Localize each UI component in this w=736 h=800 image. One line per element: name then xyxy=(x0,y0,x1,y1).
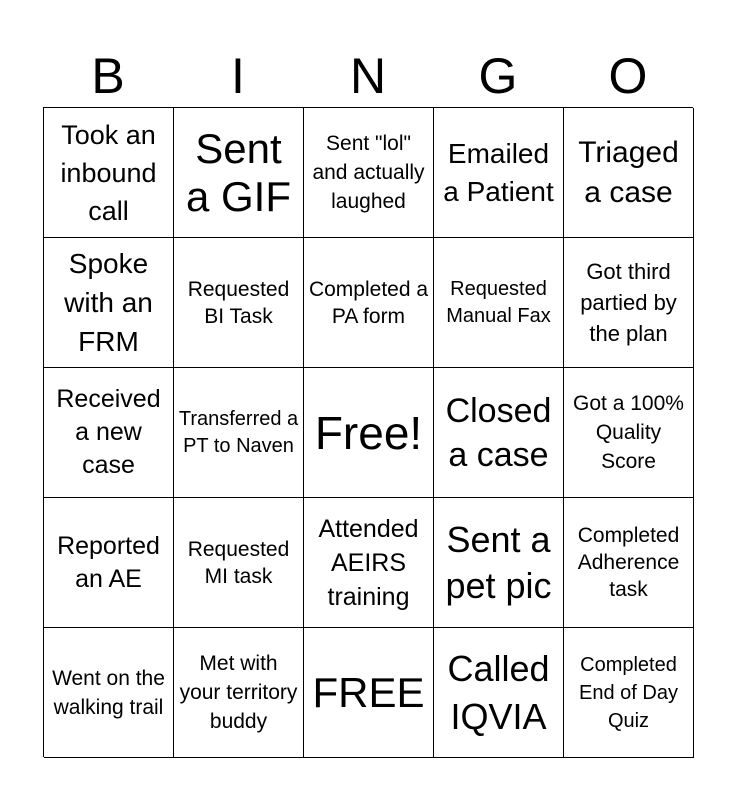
bingo-cell[interactable] xyxy=(44,238,174,368)
header-letter-o: O xyxy=(608,48,648,104)
header-letter-g: G xyxy=(478,48,518,104)
bingo-cell[interactable] xyxy=(304,628,434,758)
cell-label: Sent a pet pic xyxy=(445,518,552,606)
cell-label: Received a new case xyxy=(56,385,161,479)
bingo-cell[interactable] xyxy=(44,628,174,758)
bingo-cell[interactable] xyxy=(564,108,694,238)
bingo-cell[interactable] xyxy=(564,498,694,628)
header-letter-n: N xyxy=(349,48,387,104)
bingo-cell[interactable] xyxy=(434,108,564,238)
header-letter-b: B xyxy=(91,48,125,104)
bingo-cell[interactable] xyxy=(304,498,434,628)
cell-label: Emailed a Patient xyxy=(443,137,554,207)
cell-label: Requested Manual Fax xyxy=(446,277,551,327)
bingo-cell[interactable] xyxy=(434,498,564,628)
cell-label: Sent "lol" and actually laughed xyxy=(312,132,425,213)
cell-label: Requested BI Task xyxy=(187,277,290,328)
cell-label: Attended AEIRS training xyxy=(318,514,419,611)
bingo-cell[interactable] xyxy=(44,108,174,238)
bingo-cell[interactable] xyxy=(174,368,304,498)
cell-label: Went on the walking trail xyxy=(52,666,165,719)
cell-label: Completed a PA form xyxy=(308,277,429,328)
bingo-cell[interactable] xyxy=(304,108,434,238)
bingo-cell[interactable] xyxy=(44,498,174,628)
bingo-cell[interactable] xyxy=(564,368,694,498)
bingo-cell[interactable] xyxy=(174,498,304,628)
bingo-cell[interactable] xyxy=(44,368,174,498)
cell-label: Got a 100% Quality Score xyxy=(573,392,684,473)
bingo-cell[interactable] xyxy=(174,238,304,368)
cell-label: Transferred a PT to Naven xyxy=(178,407,299,457)
cell-label: Completed End of Day Quiz xyxy=(579,653,678,732)
cell-label: Closed a case xyxy=(445,391,552,474)
bingo-board xyxy=(43,107,693,757)
cell-label: Called IQVIA xyxy=(447,647,550,737)
header-letter-i: I xyxy=(231,48,245,104)
bingo-header xyxy=(43,46,693,106)
bingo-cell[interactable] xyxy=(564,238,694,368)
cell-label: Reported an AE xyxy=(57,531,160,593)
cell-label: Requested MI task xyxy=(187,537,290,588)
cell-label: Got third partied by the plan xyxy=(580,259,677,346)
bingo-cell[interactable] xyxy=(174,628,304,758)
cell-label: Spoke with an FRM xyxy=(64,248,153,357)
bingo-cell[interactable] xyxy=(174,108,304,238)
cell-label: Completed Adherence task xyxy=(577,524,680,601)
cell-label: Free! xyxy=(314,406,423,459)
bingo-cell[interactable] xyxy=(304,238,434,368)
cell-label: FREE xyxy=(312,668,425,716)
cell-label: Triaged a case xyxy=(578,135,679,209)
bingo-cell[interactable] xyxy=(434,628,564,758)
bingo-cell[interactable] xyxy=(304,368,434,498)
cell-label: Sent a GIF xyxy=(185,124,292,220)
bingo-cell[interactable] xyxy=(564,628,694,758)
bingo-cell[interactable] xyxy=(434,368,564,498)
cell-label: Met with your territory buddy xyxy=(179,652,298,733)
bingo-cell[interactable] xyxy=(434,238,564,368)
cell-label: Took an inbound call xyxy=(60,119,157,226)
